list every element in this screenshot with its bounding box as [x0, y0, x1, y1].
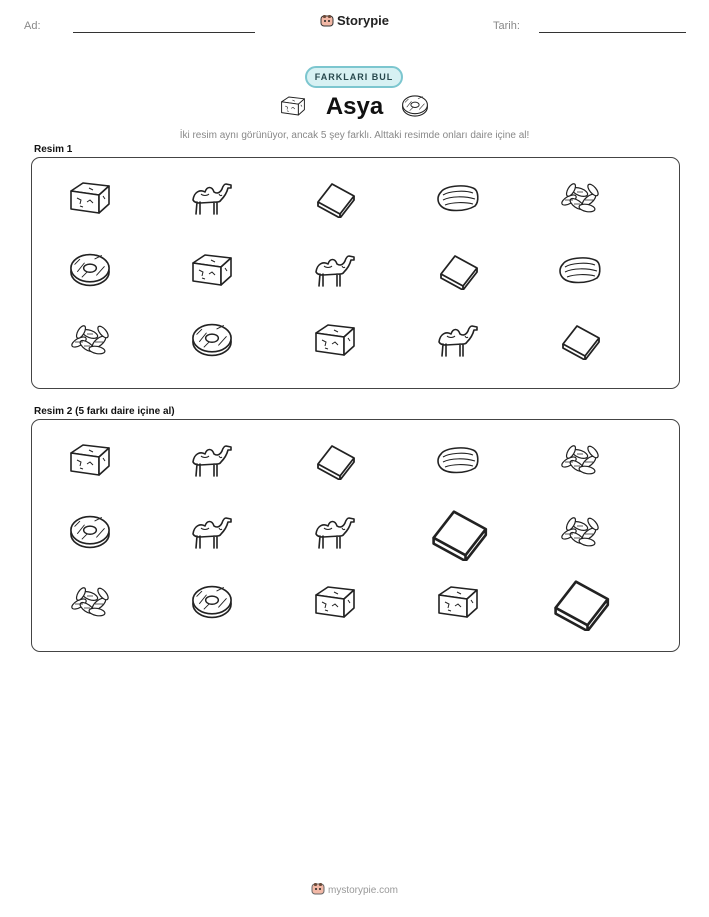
picture1-label: Resim 1 — [34, 144, 73, 155]
name-line[interactable] — [73, 32, 255, 33]
folded-bread-icon[interactable] — [433, 440, 483, 485]
dates-icon[interactable] — [555, 512, 605, 557]
camel-icon[interactable] — [187, 512, 237, 557]
book-icon — [555, 320, 605, 365]
dates-icon — [555, 178, 605, 223]
footer-url: mystorypie.com — [327, 885, 398, 896]
name-label: Ad: — [24, 20, 41, 32]
storypie-logo-icon — [320, 14, 334, 31]
book-icon[interactable] — [422, 503, 495, 566]
ring-icon[interactable] — [65, 512, 115, 557]
picture2-panel[interactable] — [31, 419, 680, 652]
picture1-panel — [31, 157, 680, 389]
ring-icon — [65, 250, 115, 295]
dates-icon — [65, 320, 115, 365]
folded-bread-icon — [433, 178, 483, 223]
camel-icon — [187, 178, 237, 223]
date-line[interactable] — [539, 32, 686, 33]
camel-icon — [310, 250, 360, 295]
footer-logo-icon — [311, 882, 325, 899]
footer — [0, 882, 709, 899]
tofu-icon — [187, 250, 237, 295]
dates-icon[interactable] — [65, 582, 115, 627]
tofu-icon — [310, 320, 360, 365]
ring-icon — [187, 320, 237, 365]
brand-name: Storypie — [336, 13, 389, 28]
picture2-label: Resim 2 (5 farkı daire içine al) — [34, 406, 175, 417]
instructions: İki resim aynı görünüyor, ancak 5 şey farklı. Alttaki resimde onları daire içine al! — [179, 130, 530, 141]
page-title: Asya — [325, 93, 384, 120]
folded-bread-icon — [555, 250, 605, 295]
activity-badge: FARKLARI BUL — [305, 66, 403, 88]
tofu-icon[interactable] — [65, 440, 115, 485]
book-icon[interactable] — [310, 440, 360, 485]
camel-icon[interactable] — [187, 440, 237, 485]
camel-icon[interactable] — [310, 512, 360, 557]
book-icon — [310, 178, 360, 223]
tofu-icon[interactable] — [310, 582, 360, 627]
tofu-icon[interactable] — [433, 582, 483, 627]
book-icon — [433, 250, 483, 295]
brand — [0, 13, 709, 31]
title-ring-icon — [400, 93, 430, 124]
book-icon[interactable] — [544, 573, 617, 636]
dates-icon[interactable] — [555, 440, 605, 485]
tofu-icon — [65, 178, 115, 223]
camel-icon — [433, 320, 483, 365]
ring-icon[interactable] — [187, 582, 237, 627]
date-label: Tarih: — [493, 20, 520, 32]
